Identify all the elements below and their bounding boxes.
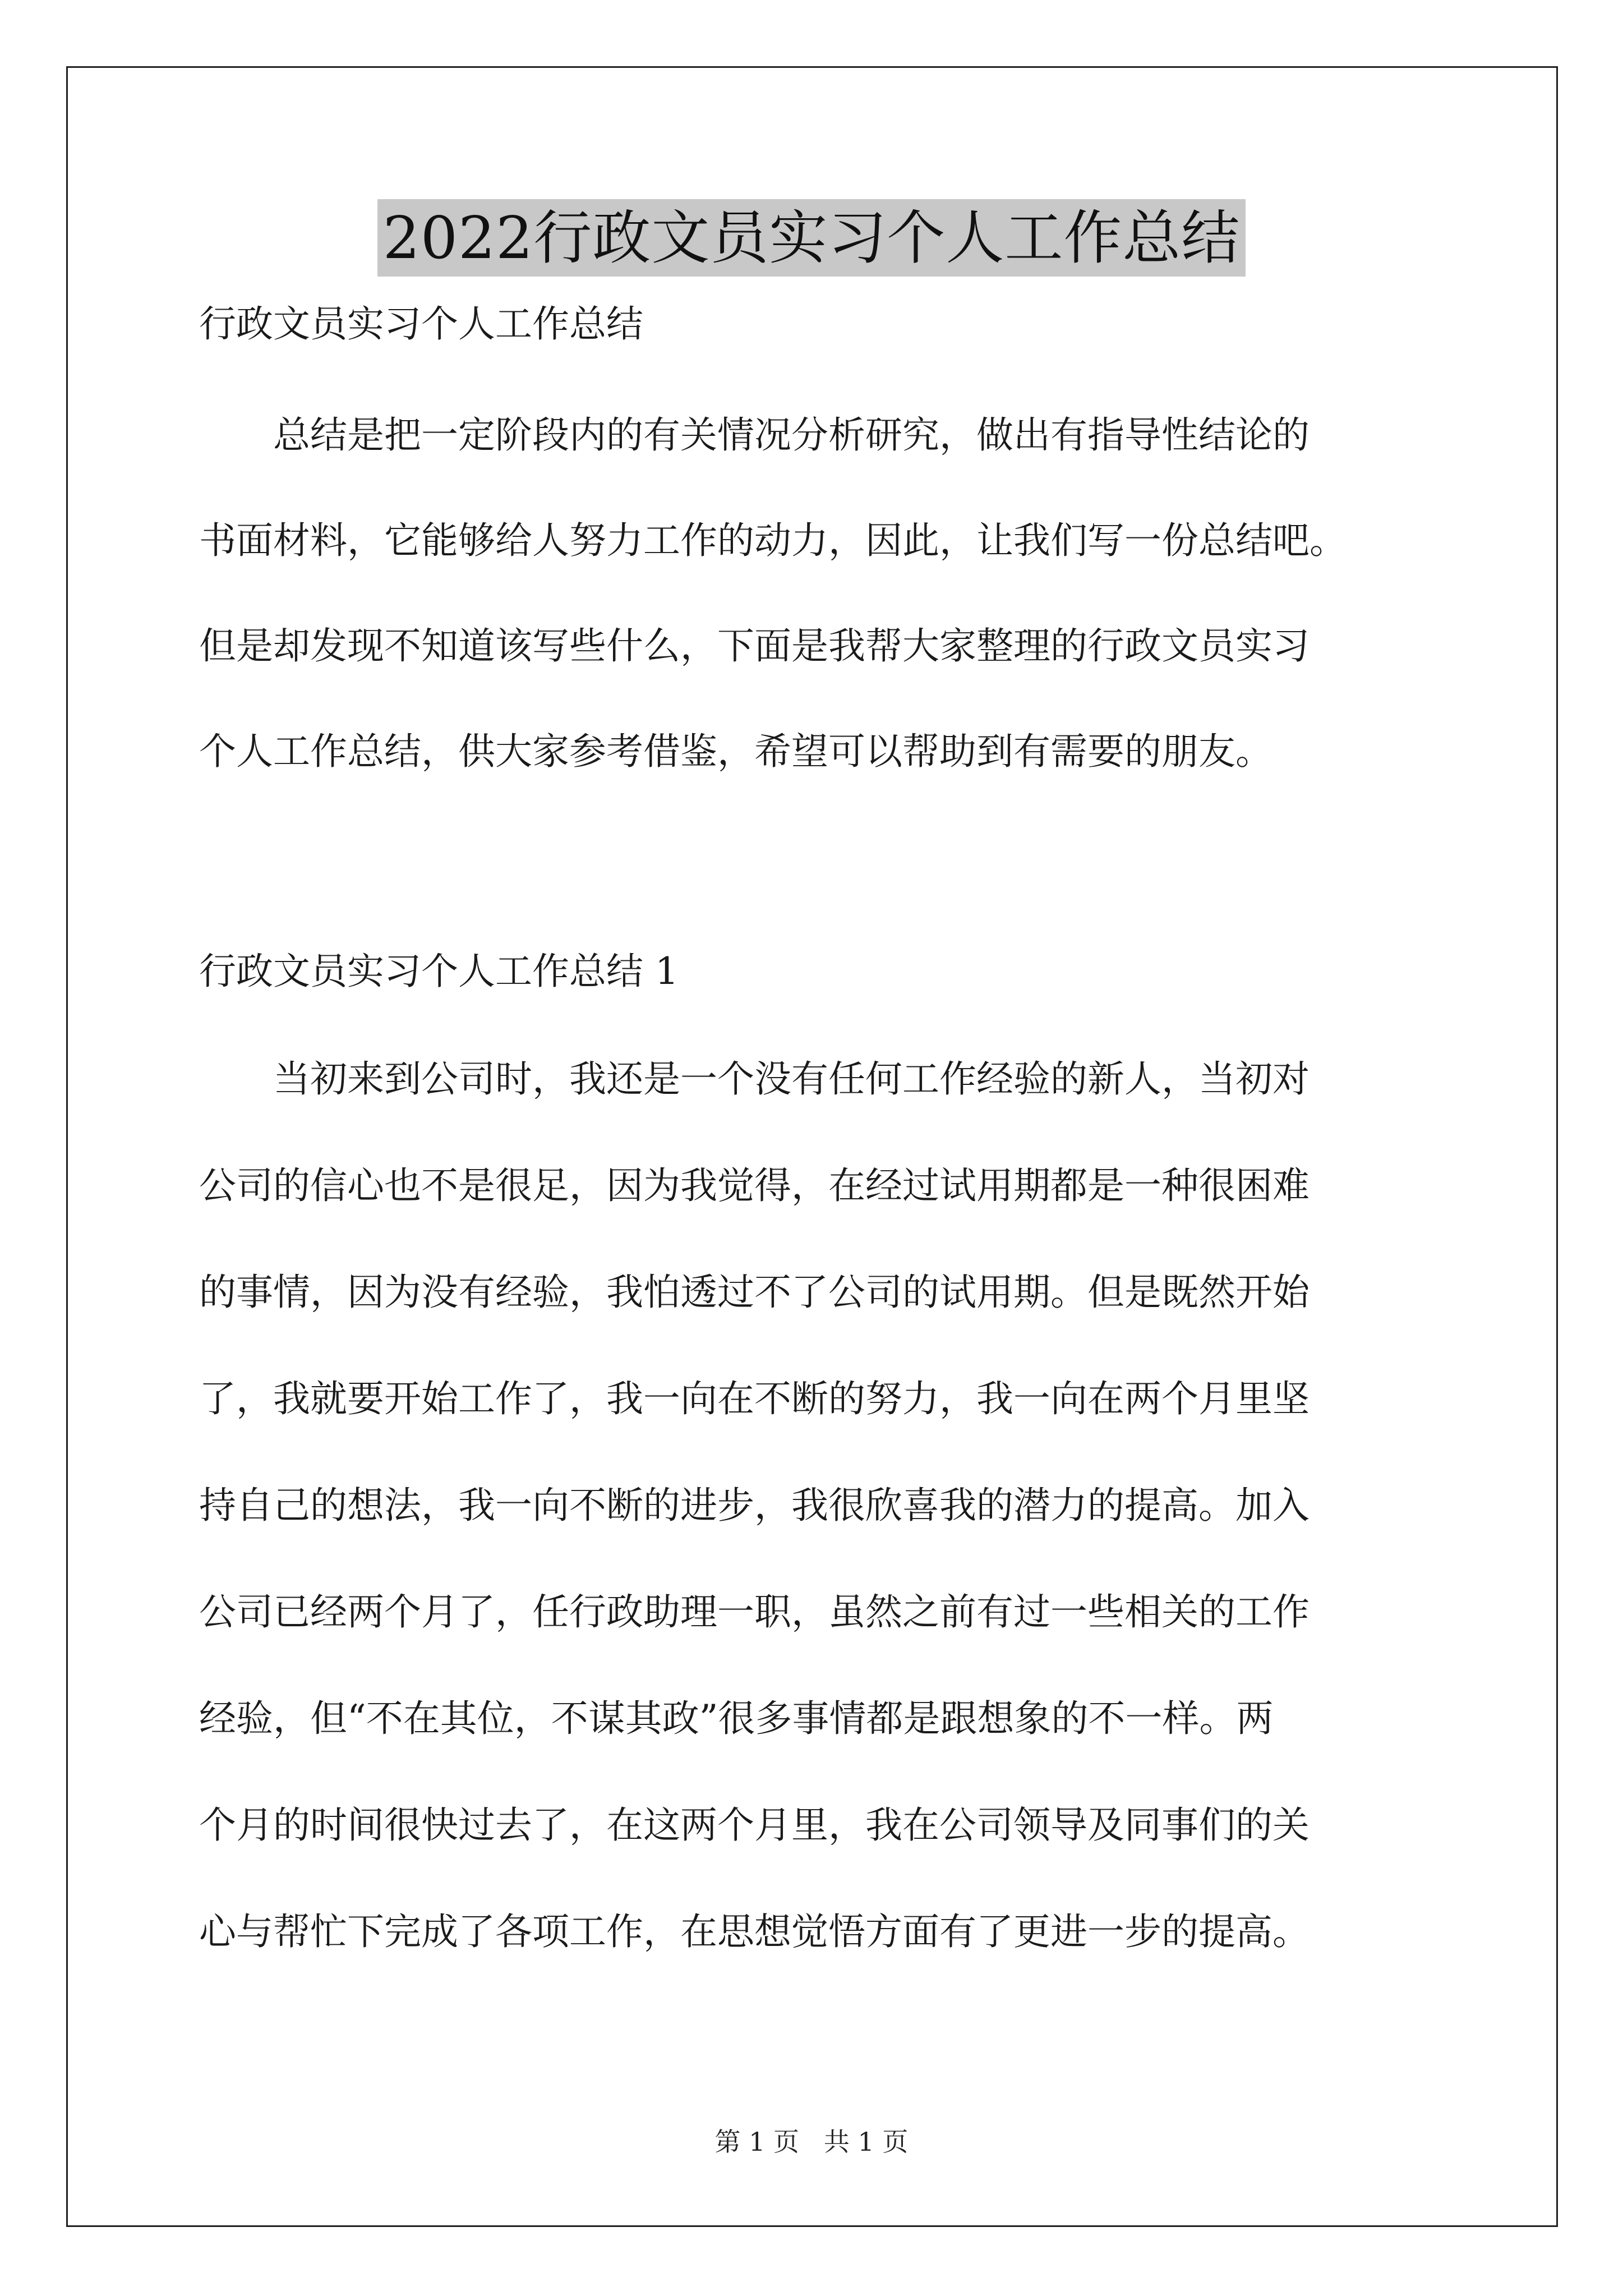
section-line: 持自己的想法，我一向不断的进步，我很欣喜我的潜力的提高。加入 bbox=[199, 1484, 1310, 1527]
section-line: 的事情，因为没有经验，我怕透过不了公司的试用期。但是既然开始 bbox=[199, 1271, 1310, 1314]
page-footer: 第 1 页 共 1 页 bbox=[714, 2127, 909, 2157]
section-heading: 行政文员实习个人工作总结 1 bbox=[199, 950, 679, 993]
section-paragraph bbox=[199, 1057, 1438, 1953]
section-line: 经验，但“不在其位，不谋其政”很多事情都是跟想象的不一样。两 bbox=[199, 1697, 1274, 1740]
document-title: 2022行政文员实习个人工作总结 bbox=[377, 199, 1246, 277]
section-line: 公司的信心也不是很足，因为我觉得，在经过试用期都是一种很困难 bbox=[199, 1164, 1310, 1207]
intro-line: 个人工作总结，供大家参考借鉴，希望可以帮助到有需要的朋友。 bbox=[199, 730, 1272, 773]
intro-line: 书面材料，它能够给人努力工作的动力，因此，让我们写一份总结吧。 bbox=[199, 519, 1347, 562]
intro-line: 总结是把一定阶段内的有关情况分析研究，做出有指导性结论的 bbox=[199, 413, 1310, 457]
section-line: 当初来到公司时，我还是一个没有任何工作经验的新人，当初对 bbox=[199, 1057, 1310, 1101]
title-container bbox=[0, 199, 1623, 277]
section-line: 个月的时间很快过去了，在这两个月里，我在公司领导及同事们的关 bbox=[199, 1803, 1310, 1847]
document-body bbox=[199, 302, 1438, 1953]
intro-paragraph bbox=[199, 413, 1438, 773]
intro-line: 但是却发现不知道该写些什么，下面是我帮大家整理的行政文员实习 bbox=[199, 624, 1310, 668]
section-line: 公司已经两个月了，任行政助理一职，虽然之前有过一些相关的工作 bbox=[199, 1590, 1310, 1634]
section-line: 心与帮忙下完成了各项工作，在思想觉悟方面有了更进一步的提高。 bbox=[199, 1910, 1310, 1953]
section-line: 了，我就要开始工作了，我一向在不断的努力，我一向在两个月里坚 bbox=[199, 1377, 1310, 1420]
intro-heading: 行政文员实习个人工作总结 bbox=[199, 302, 643, 346]
